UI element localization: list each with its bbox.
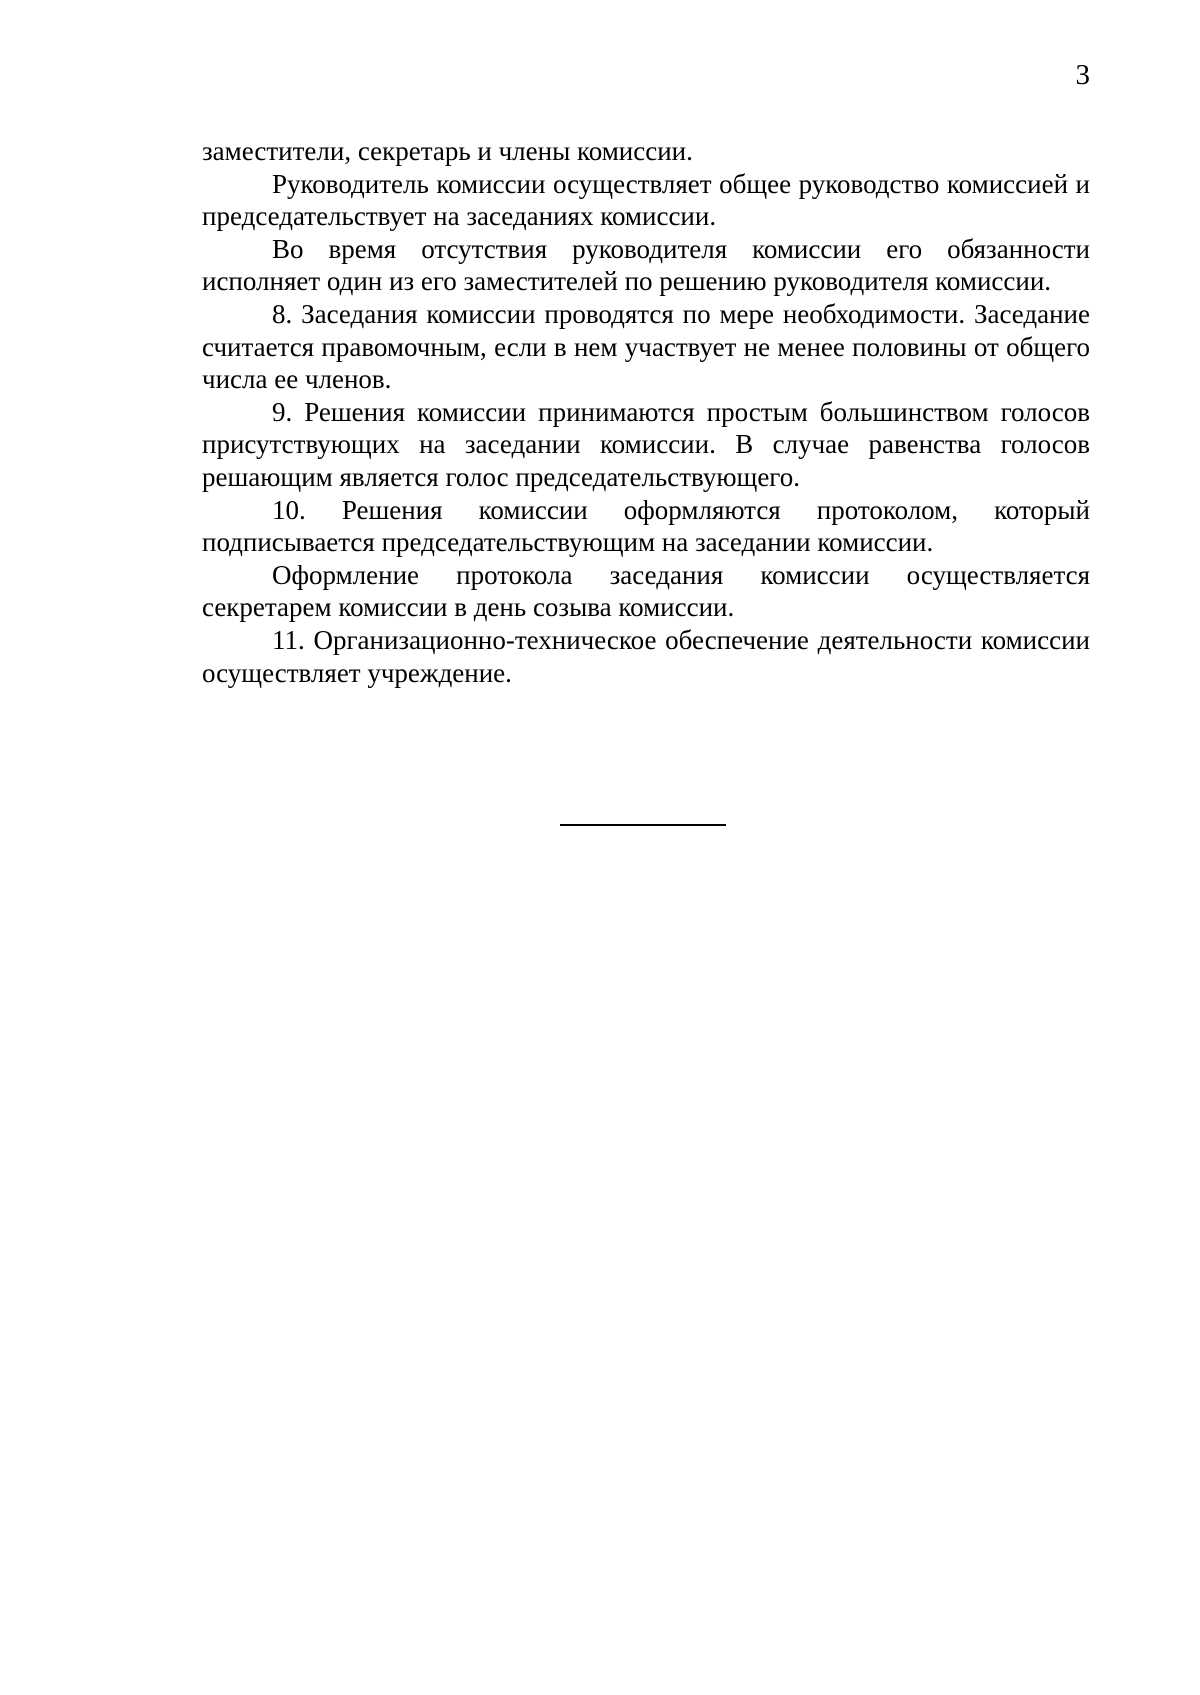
document-body — [202, 135, 1090, 689]
paragraph-item-11: 11. Организационно-техническое обеспечение деятельности комиссии осуществляет учреждение. — [202, 624, 1090, 688]
paragraph-item-9: 9. Решения комиссии принимаются простым большинством голосов присутствующих на заседании комиссии. В случае равенства голосов решающим является голос председательствующего. — [202, 396, 1090, 492]
paragraph-item-8: 8. Заседания комиссии проводятся по мере необходимости. Заседание считается правомочным, если в нем участвует не менее половины от общего числа ее членов. — [202, 298, 1090, 395]
page-number: 3 — [1075, 59, 1090, 91]
paragraph-chair-duties: Руководитель комиссии осуществляет общее руководство комиссией и председательствует на заседаниях комиссии. — [202, 168, 1090, 232]
paragraph-chair-absence: Во время отсутствия руководителя комиссии его обязанности исполняет один из его заместителей по решению руководителя комиссии. — [202, 233, 1090, 297]
paragraph-continuation: заместители, секретарь и члены комиссии. — [202, 136, 693, 166]
closing-rule — [560, 824, 726, 826]
paragraph-item-10: 10. Решения комиссии оформляются протоколом, который подписывается председательствующим на заседании комиссии. — [202, 494, 1090, 558]
paragraph-protocol: Оформление протокола заседания комиссии осуществляется секретарем комиссии в день созыва комиссии. — [202, 559, 1090, 623]
